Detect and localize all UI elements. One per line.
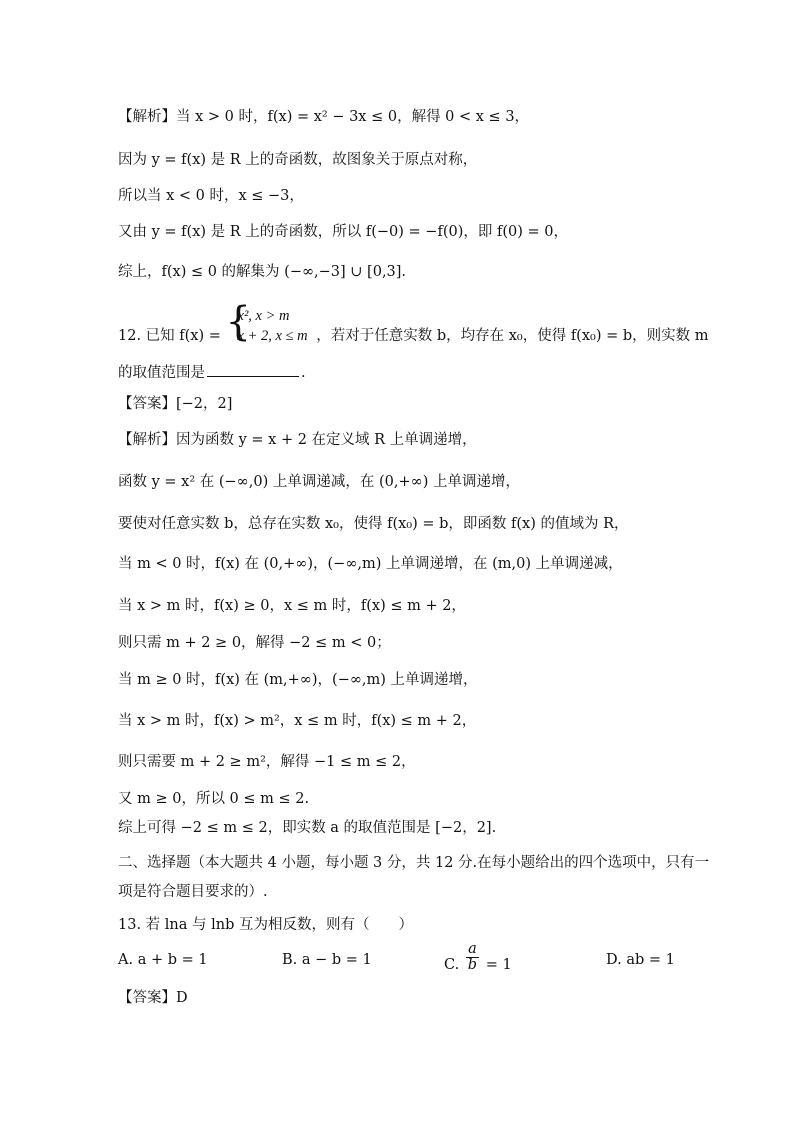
question-12 (118, 306, 734, 346)
section-2-heading-line-1: 二、选择题（本大题共 4 小题，每小题 3 分，共 12 分.在每小题给出的四个选项中，只有一 (118, 855, 710, 871)
piecewise-function (230, 306, 308, 346)
answer-12: 【答案】[−2，2] (118, 396, 233, 412)
piecewise-case-2: x + 2, x ≤ m (237, 328, 308, 344)
solution-12-line-5: 当 x > m 时，f(x) ≥ 0，x ≤ m 时，f(x) ≤ m + 2， (118, 598, 466, 614)
question-12-line-2: 的取值范围是 . (118, 362, 734, 383)
option-c-fraction: $\frac{a}{b}$ (467, 941, 478, 973)
solution-12-line-2: 函数 y = x² 在 (−∞,0) 上单调递减，在 (0,+∞) 上单调递增， (118, 474, 520, 490)
question-12-suffix: ，若对于任意实数 b，均存在 x₀，使得 f(x₀) = b，则实数 m (316, 328, 709, 344)
solution-11-line-2: 因为 y = f(x) 是 R 上的奇函数，故图象关于原点对称， (118, 152, 478, 168)
section-2-heading-line-2: 项是符合题目要求的）. (118, 884, 268, 900)
option-d: D. ab = 1 (606, 952, 675, 968)
question-12-prefix: 12. 已知 f(x) = (118, 328, 221, 344)
solution-12-line-10: 又 m ≥ 0，所以 0 ≤ m ≤ 2. (118, 791, 310, 807)
solution-11-line-3: 所以当 x < 0 时，x ≤ −3， (118, 188, 304, 204)
solution-11-line-1: 【解析】当 x > 0 时，f(x) = x² − 3x ≤ 0，解得 0 < x ≤ 3， (118, 109, 530, 125)
solution-11-line-4: 又由 y = f(x) 是 R 上的奇函数，所以 f(−0) = −f(0)，即 f(0) = 0， (118, 224, 568, 240)
solution-12-line-6: 则只需 m + 2 ≥ 0，解得 −2 ≤ m < 0； (118, 635, 391, 651)
question-13: 13. 若 lna 与 lnb 互为相反数，则有（ ） (118, 917, 413, 933)
solution-12-line-7: 当 m ≥ 0 时，f(x) 在 (m,+∞)，(−∞,m) 上单调递增， (118, 672, 478, 688)
solution-12-line-3: 要使对任意实数 b，总存在实数 x₀，使得 f(x₀) = b，即函数 f(x) 的值域为 R， (118, 516, 629, 532)
solution-12-line-11: 综上可得 −2 ≤ m ≤ 2，即实数 a 的取值范围是 [−2，2]. (118, 820, 497, 836)
answer-13: 【答案】D (118, 990, 188, 1006)
solution-12-line-8: 当 x > m 时，f(x) > m²，x ≤ m 时，f(x) ≤ m + 2， (118, 713, 477, 729)
piecewise-case-1: { x², x > m (237, 308, 290, 324)
solution-12-line-1: 【解析】因为函数 y = x + 2 在定义域 R 上单调递增， (118, 432, 477, 448)
answer-blank (207, 362, 299, 377)
solution-12-line-4: 当 m < 0 时，f(x) 在 (0,+∞)，(−∞,m) 上单调递增，在 (m,0) 上单调递减， (118, 556, 623, 572)
option-c: C. $\frac{a}{b}$ = 1 (444, 941, 512, 973)
solution-12-line-9: 则只需要 m + 2 ≥ m²，解得 −1 ≤ m ≤ 2， (118, 754, 416, 770)
question-13-options (118, 941, 734, 982)
option-b: B. a − b = 1 (282, 952, 372, 968)
option-a: A. a + b = 1 (118, 952, 208, 968)
solution-11-line-5: 综上，f(x) ≤ 0 的解集为 (−∞,−3] ∪ [0,3]. (118, 264, 407, 280)
